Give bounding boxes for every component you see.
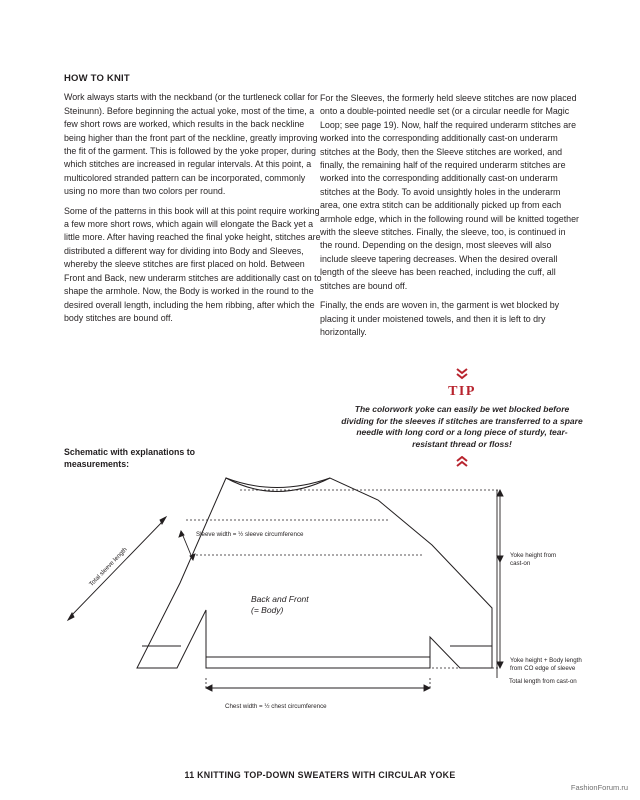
schematic-caption: Schematic with explanations to measurements: bbox=[64, 447, 196, 469]
paragraph: Some of the patterns in this book will at this point require working a few more short rows, which again will elongate the Back yet a little more. After having reached the final yoke height, stitches are distributed a different way for dividing into Body and Sleeves, whereby the sleeve stitches are first placed on hold. Between Front and Back, new underarm stitches are additionally cast on to shape the armhole. Now, the Body is worked in the round to the desired overall length, including the hem ribbing, after which the body stitches are bound off. bbox=[64, 205, 322, 323]
chest-width-label: Chest width = ½ chest circumference bbox=[225, 703, 327, 710]
total-length-label: Total length from cast-on bbox=[509, 678, 577, 685]
section-heading: HOW TO KNIT bbox=[64, 73, 130, 84]
sleeve-width-label: Sleeve width = ½ sleeve circumference bbox=[196, 531, 304, 538]
page-footer: 11 KNITTING TOP-DOWN SWEATERS WITH CIRCULAR YOKE bbox=[184, 770, 456, 780]
yoke-body-length-label: Yoke height + Body length from CO edge of sleeve bbox=[510, 657, 582, 672]
tip-title: TIP bbox=[448, 384, 476, 399]
paragraph: For the Sleeves, the formerly held sleeve stitches are now placed onto a double-pointed needle set (or a circular needle for Magic Loop; see page 19). Now, half the required underarm stitches are worked into the corresponding additionally cast-on underarm stitches at the Body, then the Sleeve stitches are worked, and finally, the remaining half of the required underarm stitches are worked into the corresponding additionally cast-on underarm stitches at the Body. To avoid unsightly holes in the underarm area, one extra stitch can be additionally picked up from each armhole edge, which in the following round will be knitted together with the sleeve stitches. Finally, the sleeve, too, is continued in the round. Depending on the design, most sleeves will also include sleeve tapering decreases. When the desired overall length of the sleeve has been reached, including the cuff, all stitches are bound off. bbox=[320, 93, 580, 291]
total-sleeve-length-label: Total sleeve length bbox=[88, 546, 129, 588]
paragraph: Work always starts with the neckband (or the turtleneck collar for Steinunn). Before beginning the actual yoke, most of the time, a few short rows are worked, which results in the back neckline being higher than the front part of the neckline, greatly improving the fit of the garment. This is followed by the yoke proper, during which stitches are increased in regular intervals. At this point, a multicolored stranded pattern can be incorporated, commonly using no more than two colors per round. bbox=[64, 92, 318, 197]
sweater-outline bbox=[137, 478, 492, 668]
yoke-height-label: Yoke height from cast-on bbox=[510, 552, 557, 567]
tip-text: The colorwork yoke can easily be wet blocked before dividing for the sleeves if stitches are transferred to a spare needle with long cord or a long piece of sturdy, tear-resistant thread or floss! bbox=[341, 404, 583, 449]
body-label: Back and Front (= Body) bbox=[251, 594, 309, 615]
paragraph: Finally, the ends are woven in, the garment is wet blocked by placing it under moistened towels, and then it is left to dry horizontally. bbox=[320, 300, 560, 337]
watermark: FashionForum.ru bbox=[570, 783, 628, 792]
